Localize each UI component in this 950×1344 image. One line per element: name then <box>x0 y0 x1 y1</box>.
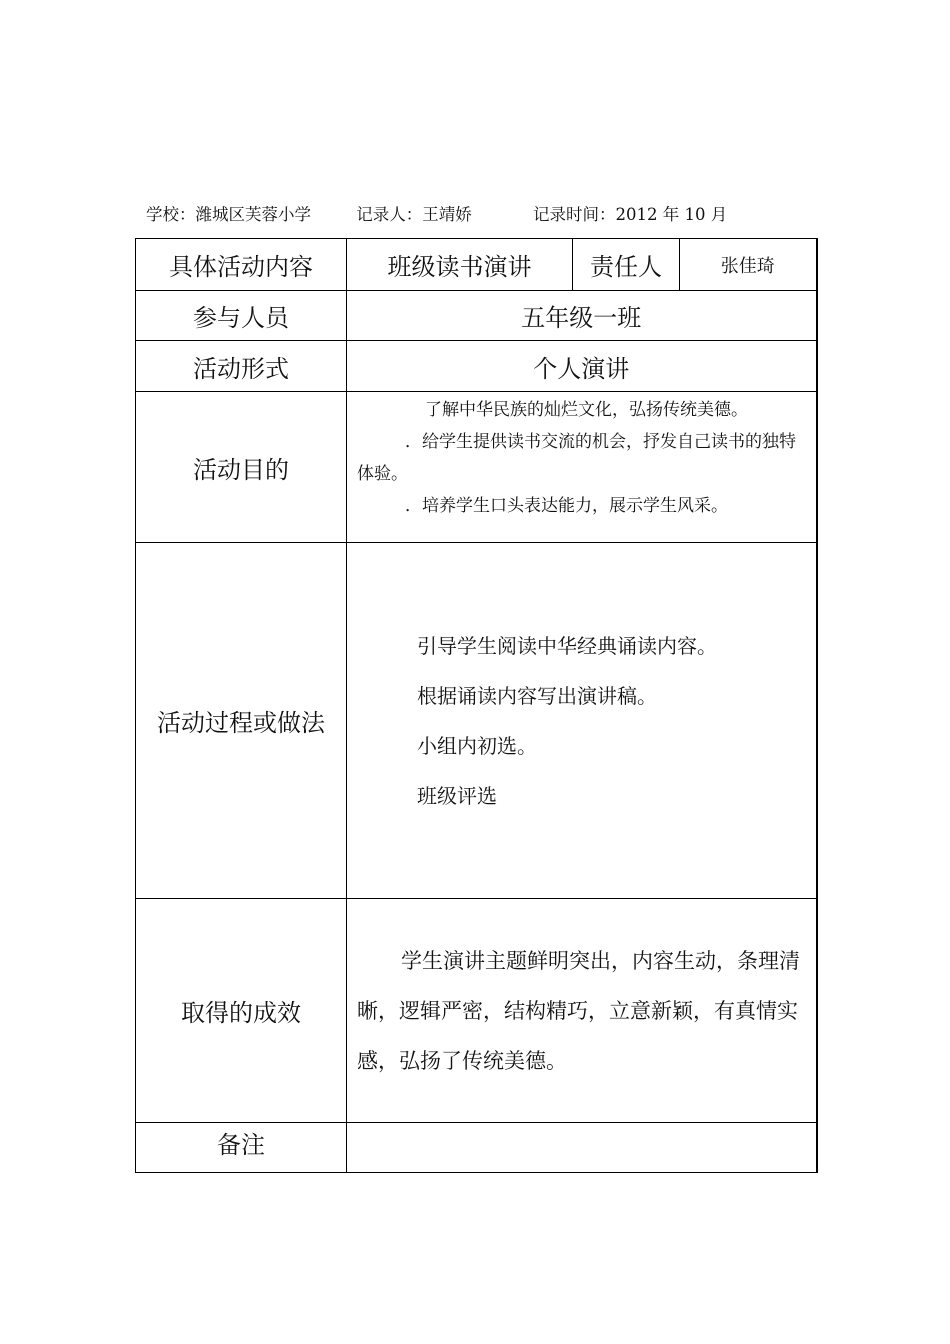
content-label: 具体活动内容 <box>136 239 347 291</box>
process-step: 班级评选 <box>417 783 497 808</box>
notes-label: 备注 <box>136 1123 347 1173</box>
recorder-field: 记录人：王靖娇 <box>356 205 472 224</box>
goal-label: 活动目的 <box>136 392 347 543</box>
notes-value <box>347 1123 817 1173</box>
process-step: 引导学生阅读中华经典诵读内容。 <box>417 633 717 658</box>
goal-item: 了解中华民族的灿烂文化，弘扬传统美德。 <box>425 400 748 420</box>
row-goal <box>136 392 817 543</box>
row-form <box>136 341 817 392</box>
row-participants <box>136 291 817 341</box>
row-content <box>136 239 817 291</box>
responsible-value: 张佳琦 <box>680 239 817 291</box>
result-text: 学生演讲主题鲜明突出，内容生动，条理清晰，逻辑严密，结构精巧，立意新颖，有真情实感，弘扬了传统美德。 <box>357 948 800 1073</box>
process-step: 小组内初选。 <box>417 733 537 758</box>
participants-value: 五年级一班 <box>347 291 817 341</box>
process-list <box>347 543 817 899</box>
row-result <box>136 899 817 1123</box>
result-text-cell <box>347 899 817 1123</box>
responsible-label: 责任人 <box>573 239 680 291</box>
row-notes <box>136 1123 817 1173</box>
form-label: 活动形式 <box>136 341 347 392</box>
record-time-field: 记录时间：2012 年 10 月 <box>533 205 728 224</box>
goal-item: ．给学生提供读书交流的机会，抒发自己读书的独特体验。 <box>357 432 796 484</box>
participants-label: 参与人员 <box>136 291 347 341</box>
goal-list <box>347 392 817 543</box>
goal-item: ．培养学生口头表达能力，展示学生风采。 <box>405 496 728 516</box>
form-value: 个人演讲 <box>347 341 817 392</box>
activity-record-table <box>135 238 818 1173</box>
content-value: 班级读书演讲 <box>347 239 573 291</box>
row-process <box>136 543 817 899</box>
record-meta <box>146 201 727 225</box>
process-step: 根据诵读内容写出演讲稿。 <box>417 683 657 708</box>
school-field: 学校：潍城区芙蓉小学 <box>146 205 311 224</box>
process-label: 活动过程或做法 <box>136 543 347 899</box>
result-label: 取得的成效 <box>136 899 347 1123</box>
